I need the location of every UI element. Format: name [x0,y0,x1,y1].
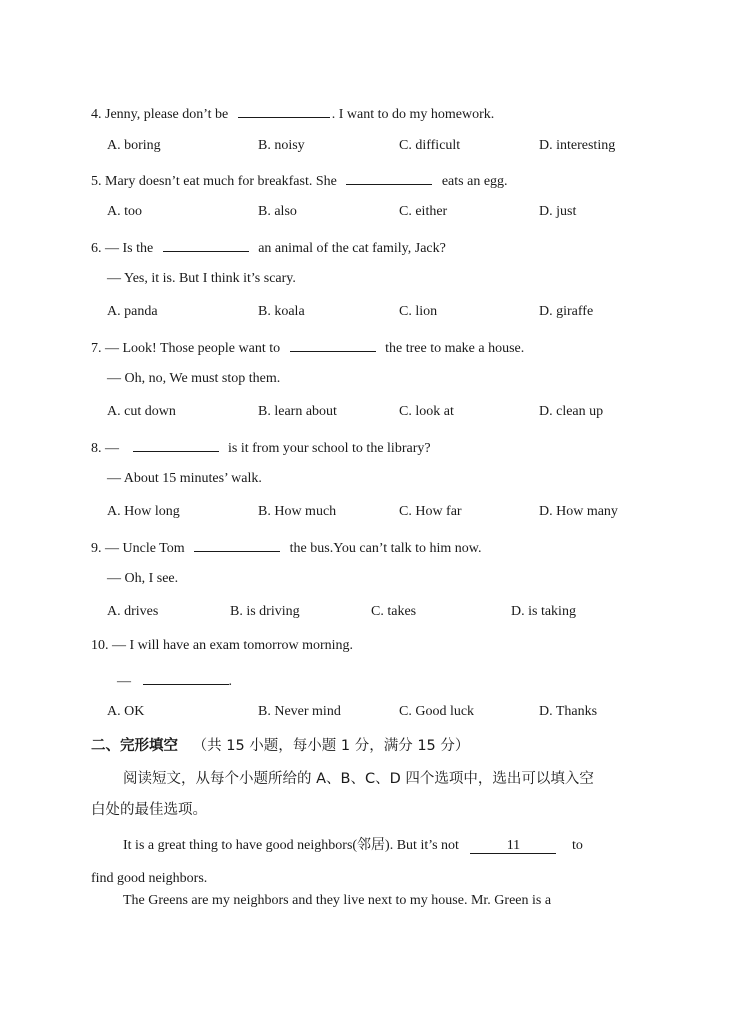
answer-blank[interactable] [143,670,229,685]
passage-text: It is a great thing to have good neighbors(邻居). But it’s not [123,838,459,853]
option-a: A. boring [107,138,161,153]
section-title: 二、完形填空 [91,738,178,754]
option-b: B. learn about [258,404,337,419]
option-d: D. just [539,204,577,219]
answer-blank[interactable] [346,170,432,185]
question-7-stem [91,337,524,358]
stem-text: the bus.You can’t talk to him now. [289,541,482,556]
stem-text: eats an egg. [441,174,508,189]
option-c: C. lion [399,304,438,319]
stem-text: 8. — [91,441,119,456]
passage-paragraph-1 [123,837,583,855]
answer-blank-11[interactable]: 11 [470,837,556,854]
stem-text: 5. Mary doesn’t eat much for breakfast. She [91,174,337,189]
option-c: C. either [399,204,448,219]
question-6-reply: — Yes, it is. But I think it’s scary. [107,271,296,286]
period-text: . [228,674,232,689]
option-d: D. How many [539,504,618,519]
option-c: C. How far [399,504,462,519]
stem-text: . I want to do my homework. [331,107,495,122]
section-2-instruction-cont: 白处的最佳选项。 [91,802,207,818]
section-2-heading [91,737,469,755]
question-7-reply: — Oh, no, We must stop them. [107,371,281,386]
option-c: C. difficult [399,138,461,153]
option-b: B. noisy [258,138,305,153]
option-c: C. takes [371,604,417,619]
stem-text: the tree to make a house. [385,341,525,356]
option-d: D. Thanks [539,704,598,719]
answer-blank[interactable] [163,237,249,252]
option-a: A. drives [107,604,159,619]
passage-text: to [571,838,583,853]
question-9-stem [91,537,482,558]
passage-paragraph-2: The Greens are my neighbors and they live next to my house. Mr. Green is a [123,893,552,908]
question-8-reply: — About 15 minutes’ walk. [107,471,262,486]
answer-blank[interactable] [238,103,330,118]
option-a: A. OK [107,704,145,719]
stem-text: 6. — Is the [91,241,154,256]
option-b: B. is driving [230,604,300,619]
answer-blank[interactable] [194,537,280,552]
stem-text: 4. Jenny, please don’t be [91,107,229,122]
option-c: C. look at [399,404,454,419]
passage-paragraph-1-cont: find good neighbors. [91,871,208,886]
question-10-stem: 10. — I will have an exam tomorrow morning. [91,638,354,653]
option-c: C. Good luck [399,704,475,719]
stem-text: 7. — Look! Those people want to [91,341,281,356]
stem-text: an animal of the cat family, Jack? [258,241,446,256]
stem-text: is it from your school to the library? [228,441,431,456]
option-d: D. interesting [539,138,616,153]
question-8-stem [91,437,431,458]
question-4-stem [91,103,494,124]
option-a: A. panda [107,304,158,319]
option-b: B. koala [258,304,305,319]
answer-blank[interactable] [133,437,219,452]
option-b: B. Never mind [258,704,341,719]
option-a: A. too [107,204,142,219]
option-b: B. How much [258,504,337,519]
question-10-reply [117,670,232,691]
answer-blank[interactable] [290,337,376,352]
dash-text: — [117,674,131,689]
option-d: D. is taking [511,604,576,619]
question-9-reply: — Oh, I see. [107,571,179,586]
stem-text: 9. — Uncle Tom [91,541,185,556]
option-a: A. cut down [107,404,176,419]
option-a: A. How long [107,504,180,519]
option-d: D. giraffe [539,304,594,319]
section-note: （共 15 小题，每小题 1 分，满分 15 分） [192,738,470,754]
option-d: D. clean up [539,404,604,419]
question-5-stem [91,170,508,191]
section-2-instruction: 阅读短文，从每个小题所给的 A、B、C、D 四个选项中，选出可以填入空 [123,771,594,787]
question-6-stem [91,237,446,258]
option-b: B. also [258,204,297,219]
